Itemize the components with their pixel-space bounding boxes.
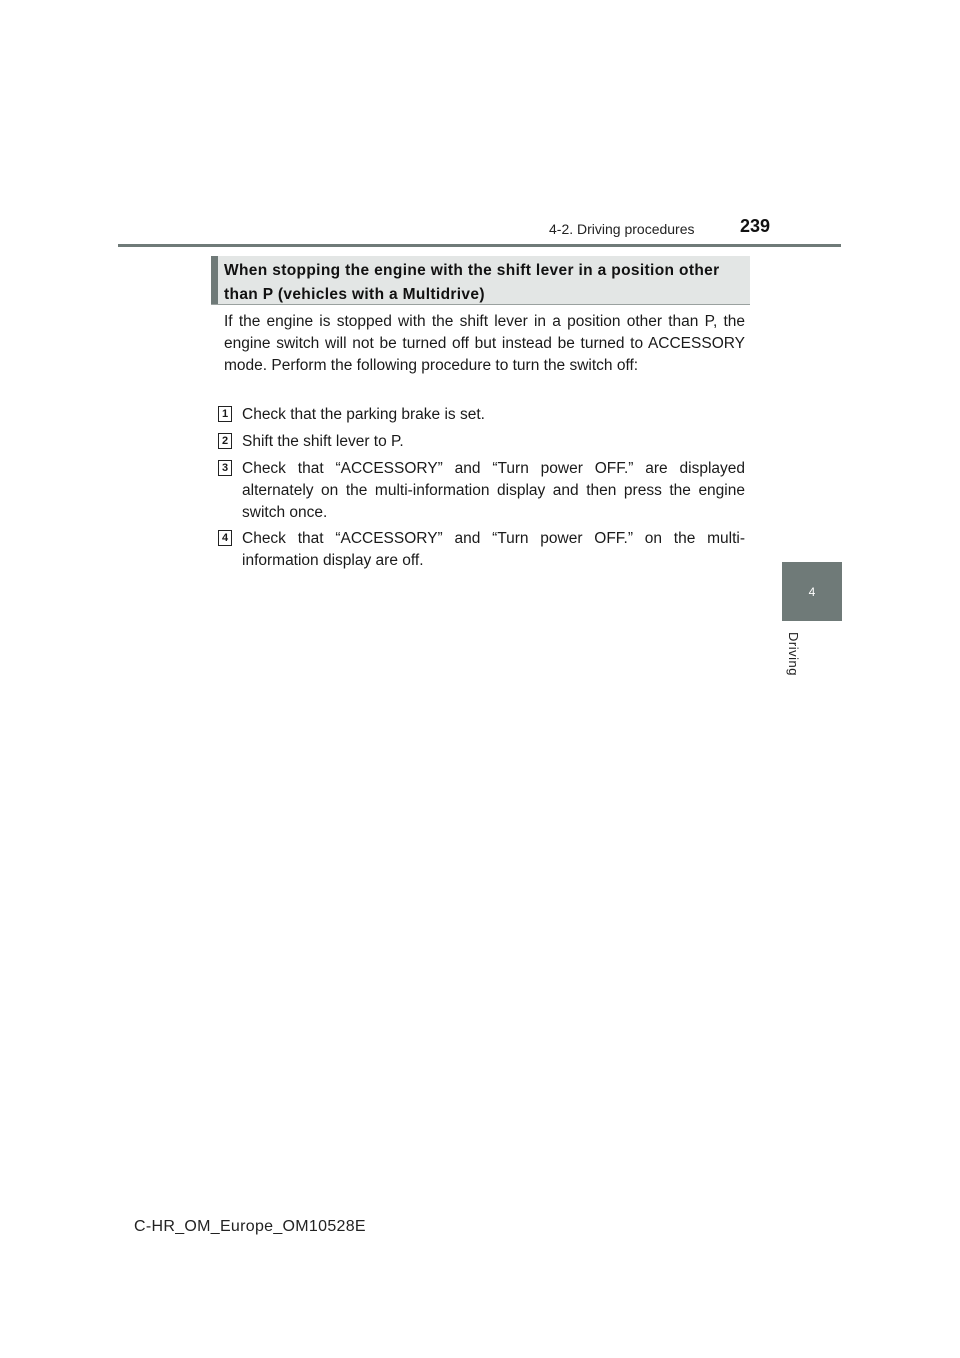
- step-number-badge: 2: [218, 433, 232, 449]
- chapter-tab: [782, 562, 842, 621]
- chapter-number: 4: [808, 584, 816, 599]
- header-section-title: 4-2. Driving procedures: [549, 221, 695, 237]
- chapter-label: Driving: [786, 632, 801, 676]
- step-number-badge: 4: [218, 530, 232, 546]
- step-text: Check that the parking brake is set.: [242, 406, 485, 423]
- header-divider: [118, 244, 841, 247]
- step-text: Check that “ACCESSORY” and “Turn power OFF.” are displayed alternately on the multi-information display and then press the engine switch once.: [242, 460, 745, 521]
- step-number-badge: 1: [218, 406, 232, 422]
- step-text: Check that “ACCESSORY” and “Turn power OFF.” on the multi-information display are off.: [242, 530, 745, 569]
- document-code: C-HR_OM_Europe_OM10528E: [134, 1218, 366, 1235]
- intro-paragraph: If the engine is stopped with the shift lever in a position other than P, the engine switch will not be turned off but instead be turned to ACCESSORY mode. Perform the following procedure to turn the switch off:: [224, 313, 745, 374]
- page-number: 239: [740, 216, 771, 236]
- step-text: Shift the shift lever to P.: [242, 433, 404, 450]
- section-heading-box: [211, 256, 750, 305]
- step-number-badge: 3: [218, 460, 232, 476]
- section-heading: When stopping the engine with the shift lever in a position other than P (vehicles with a Multidrive): [224, 262, 720, 303]
